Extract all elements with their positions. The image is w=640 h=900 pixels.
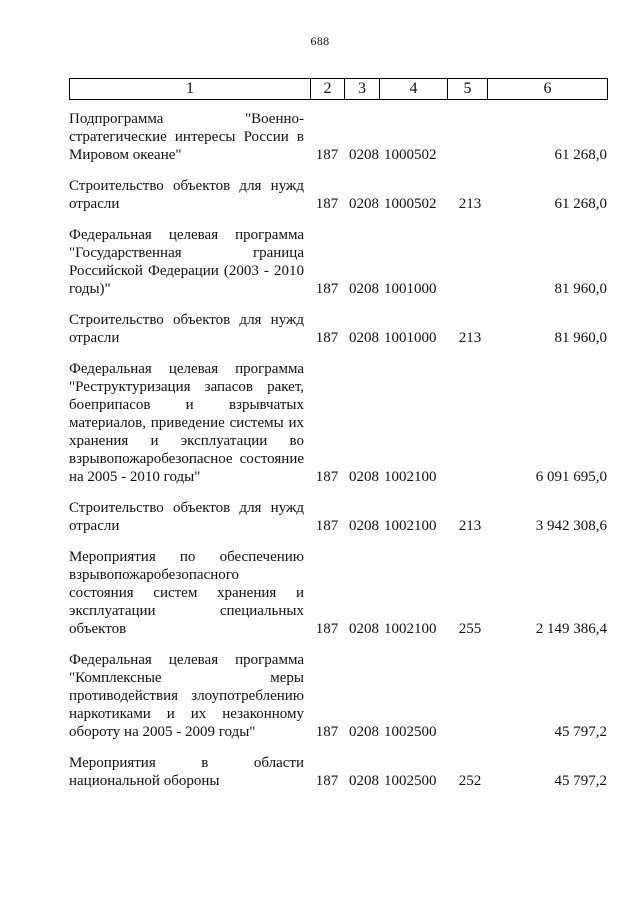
column-header-3: 3 [345, 79, 380, 100]
row-code-target: 1002100 [384, 621, 437, 637]
row-description: Федеральная целевая программа "Реструктуризация запасов ракет, боеприпасов и взрывчатых материалов, приведение системы их хранения и эксплуатации во взрывопожаробезопасное состояние на 2005 - 2010 годы" [69, 361, 304, 485]
row-code-target: 1000502 [384, 147, 437, 163]
row-code-expense: 213 [458, 330, 482, 346]
row-code-ministry: 187 [315, 724, 339, 740]
row-description: Строительство объектов для нужд отрасли [69, 178, 304, 212]
row-code-ministry: 187 [315, 469, 339, 485]
row-code-expense [450, 110, 490, 177]
row-code-target: 1002100 [384, 469, 437, 485]
row-code-section: 0208 [349, 330, 379, 346]
column-header-2: 2 [311, 79, 345, 100]
row-code-ministry: 187 [315, 518, 339, 534]
column-header-table [69, 78, 608, 100]
row-code-expense [450, 651, 490, 754]
row-description: Строительство объектов для нужд отрасли [69, 312, 304, 346]
budget-table [69, 110, 607, 803]
row-amount: 45 797,2 [554, 724, 607, 740]
row-amount: 3 942 308,6 [535, 518, 607, 534]
row-code-ministry: 187 [315, 281, 339, 297]
column-header-1: 1 [70, 79, 311, 100]
row-description: Федеральная целевая программа "Комплексные меры противодействия злоупотреблению наркотиками и их незаконному обороту на 2005 - 2009 годы" [69, 652, 304, 740]
row-code-section: 0208 [349, 196, 379, 212]
row-description: Строительство объектов для нужд отрасли [69, 500, 304, 534]
row-amount: 81 960,0 [554, 281, 607, 297]
column-header-4: 4 [380, 79, 448, 100]
row-code-expense: 252 [458, 773, 482, 789]
table-row [69, 110, 607, 177]
row-code-target: 1002100 [384, 518, 437, 534]
table-row [69, 311, 607, 360]
row-code-target: 1000502 [384, 196, 437, 212]
row-description: Федеральная целевая программа "Государственная граница Российской Федерации (2003 - 2010 годы)" [69, 227, 304, 297]
table-row [69, 499, 607, 548]
row-code-expense [450, 226, 490, 311]
table-row [69, 177, 607, 226]
row-code-ministry: 187 [315, 621, 339, 637]
row-code-section: 0208 [349, 724, 379, 740]
row-code-section: 0208 [349, 621, 379, 637]
row-description: Подпрограмма "Военно-стратегические интересы России в Мировом океане" [69, 111, 304, 163]
row-amount: 61 268,0 [554, 196, 607, 212]
row-code-target: 1001000 [384, 330, 437, 346]
row-code-expense: 255 [458, 621, 482, 637]
column-header-row [70, 79, 608, 100]
column-header-6: 6 [488, 79, 608, 100]
row-description: Мероприятия в области национальной обороны [69, 755, 304, 789]
row-code-section: 0208 [349, 773, 379, 789]
table-row [69, 548, 607, 651]
row-code-target: 1002500 [384, 773, 437, 789]
row-code-target: 1001000 [384, 281, 437, 297]
row-code-expense [450, 360, 490, 499]
row-amount: 45 797,2 [554, 773, 607, 789]
row-description: Мероприятия по обеспечению взрывопожаробезопасного состояния систем хранения и эксплуатации специальных объектов [69, 549, 304, 637]
row-code-ministry: 187 [315, 773, 339, 789]
row-amount: 61 268,0 [554, 147, 607, 163]
row-code-section: 0208 [349, 518, 379, 534]
row-code-ministry: 187 [315, 147, 339, 163]
page-number: 688 [310, 34, 330, 48]
table-row [69, 651, 607, 754]
row-code-ministry: 187 [315, 330, 339, 346]
row-code-section: 0208 [349, 147, 379, 163]
row-code-expense: 213 [458, 196, 482, 212]
table-row [69, 754, 607, 803]
row-code-ministry: 187 [315, 196, 339, 212]
row-code-section: 0208 [349, 469, 379, 485]
column-header-5: 5 [448, 79, 488, 100]
table-row [69, 360, 607, 499]
row-amount: 2 149 386,4 [535, 621, 607, 637]
row-code-section: 0208 [349, 281, 379, 297]
row-amount: 81 960,0 [554, 330, 607, 346]
row-amount: 6 091 695,0 [535, 469, 607, 485]
table-row [69, 226, 607, 311]
row-code-expense: 213 [458, 518, 482, 534]
row-code-target: 1002500 [384, 724, 437, 740]
